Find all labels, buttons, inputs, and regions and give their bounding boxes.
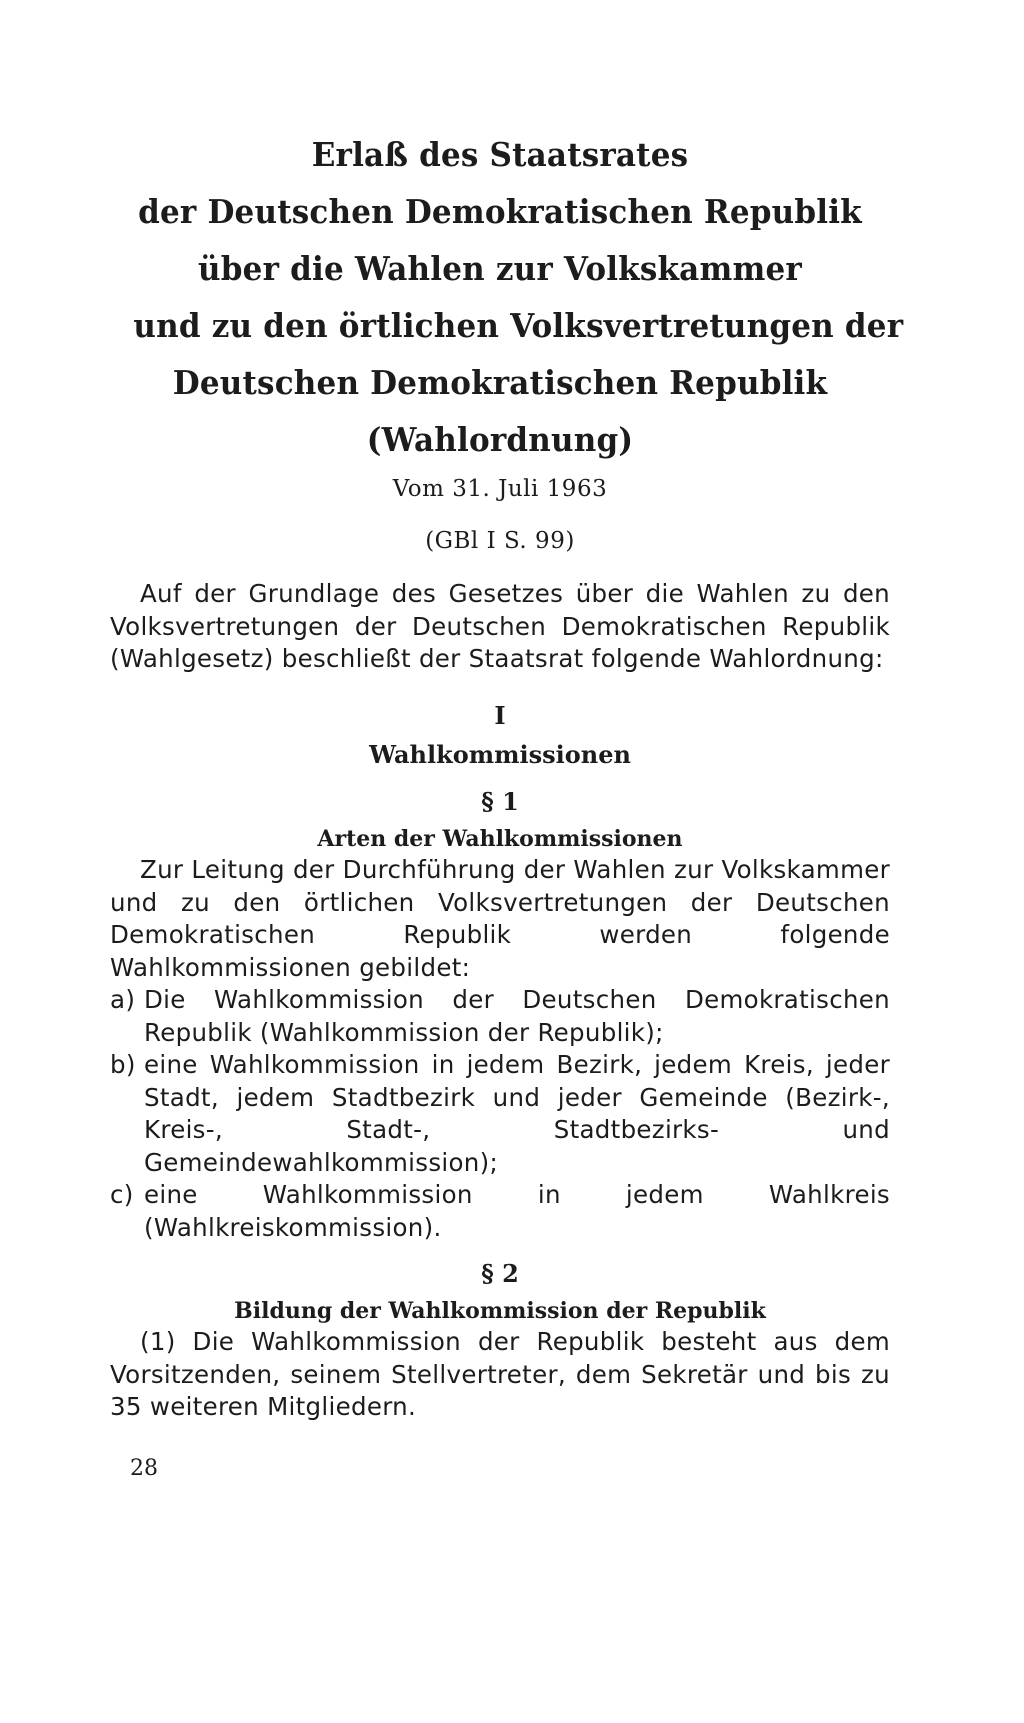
list-item-label: c) (110, 1180, 134, 1209)
list-item-text: eine Wahlkommission in jedem Bezirk, jedem Kreis, jeder Stadt, jedem Stadtbezirk und jeder Gemeinde (Bezirk-, Kreis-, Stadt-, Stadtbezirks- und Gemeindewahlkommission); (144, 1050, 890, 1177)
paragraph-2-text: (1) Die Wahlkommission der Republik besteht aus dem Vorsitzenden, seinem Stellvertreter, dem Sekretär und bis zu 35 weiteren Mitgliedern. (110, 1327, 890, 1421)
intro-paragraph: Auf der Grundlage des Gesetzes über die Wahlen zu den Volksvertretungen der Deutschen Demokratischen Republik (Wahlgesetz) beschließt der Staatsrat folgende Wahlordnung: (110, 579, 890, 673)
list-item-text: Die Wahlkommission der Deutschen Demokratischen Republik (Wahlkommission der Republik); (144, 985, 890, 1047)
list-item-label: b) (110, 1050, 136, 1079)
title-line-6: (Wahlordnung) (366, 420, 634, 459)
title-line-2: der Deutschen Demokratischen Republik (138, 192, 862, 231)
paragraph-1-mark: § 1 (481, 787, 519, 816)
list-item-text: eine Wahlkommission in jedem Wahlkreis (Wahlkreiskommission). (144, 1180, 890, 1242)
page-content (110, 100, 904, 1424)
paragraph-1-title: Arten der Wahlkommissionen (317, 826, 683, 852)
title-line-1: Erlaß des Staatsrates (311, 135, 689, 174)
list-item-label: a) (110, 985, 136, 1014)
list-item (110, 984, 890, 1049)
title-line-3: über die Wahlen zur Volkskammer (198, 249, 802, 288)
section-title: Wahlkommissionen (369, 740, 631, 769)
page-number: 28 (130, 1456, 158, 1481)
document-date: Vom 31. Juli 1963 (392, 476, 608, 502)
paragraph-2-mark: § 2 (481, 1259, 519, 1288)
list-item (110, 1049, 890, 1179)
title-line-5: Deutschen Demokratischen Republik (172, 363, 828, 402)
paragraph-2-title: Bildung der Wahlkommission der Republik (234, 1298, 766, 1324)
section-numeral: I (494, 701, 506, 730)
document-title (133, 126, 904, 468)
list-item (110, 1179, 890, 1244)
document-source: (GBl I S. 99) (425, 528, 575, 554)
title-line-4: und zu den örtlichen Volksvertretungen der (133, 306, 904, 345)
paragraph-1-text: Zur Leitung der Durchführung der Wahlen zur Volkskammer und zu den örtlichen Volksvertretungen der Deutschen Demokratischen Republik werden folgende Wahlkommissionen gebildet: (110, 855, 890, 982)
